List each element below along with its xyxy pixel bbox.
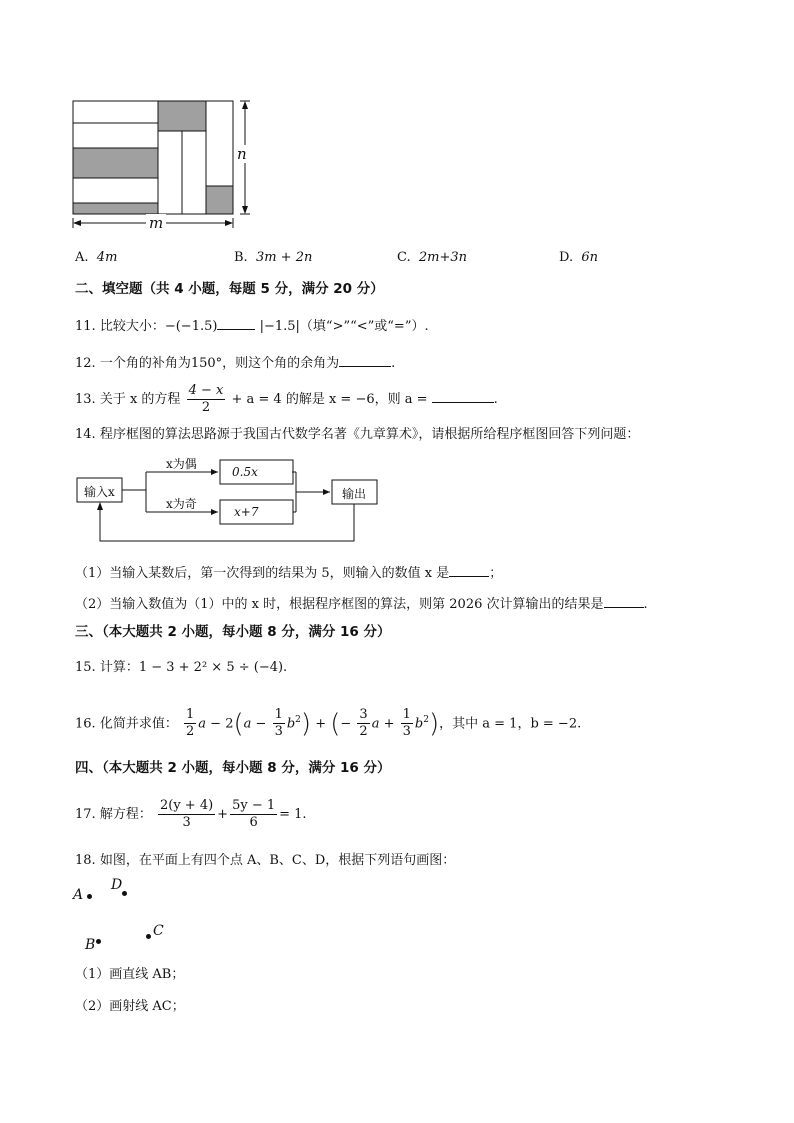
question-14-sub-2: （2）当输入数值为（1）中的 x 时，根据程序框图的算法，则第 2026 次计算输出的结果是 . [75,593,648,615]
q13-fraction: $\frac{4 - x}{2}$ [188,383,224,415]
flow-box-input: 输入x [84,485,115,499]
point-d [122,891,127,896]
question-14: 14. 程序框图的算法思路源于我国古代数学名著《九章算术》，请根据所给程序框图回答下列问题： [75,427,640,442]
point-d-label: D [111,877,123,893]
question-15: 15. 计算：1 − 3 + 2² × 5 ÷ (−4). [75,660,288,675]
section-3-title: 三、（本大题共 2 小题，每小题 8 分，满分 16 分） [75,624,391,640]
question-13: 13. 关于 x 的方程 $\frac{4 - x}{2}$ + a = 4 的解是 x = −6，则 a = . [75,383,498,415]
question-11: 11. 比较大小：−(−1.5) |−1.5|（填“>”“<”或“=”）. [75,315,429,337]
section-4-title: 四、（本大题共 2 小题，每小题 8 分，满分 16 分） [75,760,391,776]
option-c: C. 2m+3n [397,250,468,265]
question-16: 16. 化简并求值： $\frac{1}{2}$ a − 2(a − $\frac{1}{3}$ $b^2$) + (− $\frac{3}{2}$ a + $\frac{1}{3}$ $b^2$)，其中 a = 1，b = −2. [75,707,582,740]
question-18-sub-1: （1）画直线 AB； [75,967,185,982]
point-c-label: C [153,923,164,939]
flow-box-even: 0.5x [232,465,258,479]
flow-box-odd: x+7 [234,505,259,519]
question-18-sub-2: （2）画射线 AC； [75,999,185,1014]
label-n: n [237,145,247,163]
flow-label-odd: x为奇 [166,497,197,511]
label-m: m [146,214,166,232]
point-a-label: A [73,887,84,903]
question-18: 18. 如图，在平面上有四个点 A、B、C、D，根据下列语句画图： [75,853,456,868]
flow-label-even: x为偶 [166,457,197,471]
option-a: A. 4m [75,250,118,265]
option-b: B. 3m + 2n [234,250,313,265]
point-c [146,934,151,939]
question-14-sub-1: （1）当输入某数后，第一次得到的结果为 5，则输入的数值 x 是 ； [75,562,502,584]
flow-box-output: 输出 [342,487,367,501]
question-12: 12. 一个角的补角为150°，则这个角的余角为 . [75,352,395,374]
point-b-label: B [85,937,96,953]
point-b [96,939,101,944]
section-2-title: 二、填空题（共 4 小题，每题 5 分，满分 20 分） [75,281,384,297]
question-17: 17. 解方程： $\frac{2(y + 4)}{3}$ + $\frac{5y - 1}{6}$ = 1. [75,798,307,830]
option-d: D. 6n [559,250,599,265]
point-a [87,894,92,899]
